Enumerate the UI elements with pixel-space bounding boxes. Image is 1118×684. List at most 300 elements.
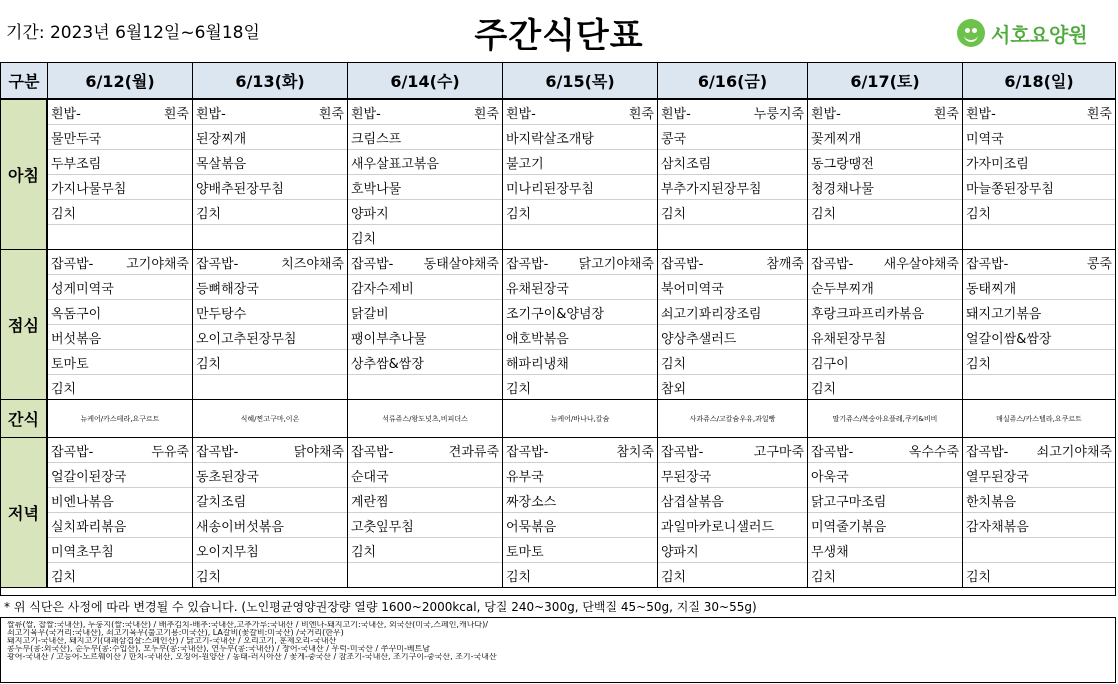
menu-item-text: 김치: [196, 356, 222, 372]
menu-item: [48, 375, 192, 400]
menu-item: [963, 175, 1115, 200]
menu-item-text: 옥돔구이: [51, 306, 102, 322]
menu-item: [503, 375, 657, 400]
menu-item: [348, 538, 502, 563]
menu-item: [193, 325, 347, 350]
menu-item-text: 잡곡밥-: [506, 256, 549, 272]
menu-item: [808, 275, 962, 300]
menu-item: [963, 225, 1115, 250]
menu-item-text: 김치: [661, 206, 687, 222]
menu-item-text: 목살볶음: [196, 156, 247, 172]
menu-item-text: 팽이부추나물: [351, 331, 427, 347]
menu-item-text: 잡곡밥-: [51, 444, 94, 460]
menu-item-text: 청경채나물: [811, 181, 874, 197]
menu-item: [503, 100, 657, 125]
notice-text: * 위 식단은 사정에 따라 변경될 수 있습니다. (노인평균영양권장량 열량 1600~2000kcal, 당질 240~300g, 단백질 45~50g, 지질 30~55g): [4, 600, 757, 614]
menu-item-text: 실치꽈리볶음: [51, 519, 127, 535]
menu-item: [348, 175, 502, 200]
menu-item: [348, 488, 502, 513]
menu-item-text: 김치: [51, 206, 77, 222]
menu-item: [503, 513, 657, 538]
menu-item: [808, 438, 962, 463]
menu-item: [348, 350, 502, 375]
menu-item-text: 잡곡밥-: [196, 256, 239, 272]
menu-item: [658, 200, 807, 225]
menu-column: [348, 438, 503, 588]
menu-item: [193, 375, 347, 400]
porridge-text: 치즈야채죽: [281, 256, 344, 272]
porridge-text: 두유죽: [151, 444, 189, 460]
menu-item-text: 참외: [661, 381, 687, 397]
menu-item-text: 동초된장국: [196, 469, 259, 485]
menu-item-text: 흰밥-: [661, 106, 691, 122]
menu-item-text: 오이지무침: [196, 544, 259, 560]
menu-column: [503, 100, 658, 250]
menu-item: [193, 538, 347, 563]
menu-item-text: 양파지: [351, 206, 389, 222]
porridge-text: 동태살야채죽: [423, 256, 499, 272]
menu-item: [963, 350, 1115, 375]
menu-item-text: 김치: [51, 381, 77, 397]
menu-item: [503, 488, 657, 513]
menu-item: [48, 100, 192, 125]
menu-column: [503, 438, 658, 588]
menu-item: [963, 325, 1115, 350]
menu-item: [808, 250, 962, 275]
menu-item: [48, 175, 192, 200]
menu-item-text: 삼겹살볶음: [661, 494, 724, 510]
menu-item-text: 미역국: [966, 131, 1004, 147]
menu-item: [48, 463, 192, 488]
menu-item: [808, 350, 962, 375]
porridge-text: 견과류죽: [448, 444, 499, 460]
meal-label-dinner: 저녁: [1, 438, 48, 588]
menu-item: [193, 513, 347, 538]
menu-item-text: 열무된장국: [966, 469, 1029, 485]
porridge-text: 닭고기야채죽: [578, 256, 654, 272]
menu-item-text: 새우살표고볶음: [351, 156, 439, 172]
menu-item-text: 김치: [351, 544, 377, 560]
menu-item-text: 유채된장국: [506, 281, 569, 297]
menu-item-text: 양배추된장무침: [196, 181, 284, 197]
menu-column: [963, 250, 1116, 400]
menu-item: [503, 563, 657, 588]
menu-column: [193, 438, 348, 588]
logo-text: 서호요양원: [991, 22, 1088, 47]
porridge-text: 흰죽: [933, 106, 959, 122]
snack-cell: 식혜/찐고구마,이온: [193, 400, 348, 438]
menu-item-text: 고춧잎무침: [351, 519, 414, 535]
menu-item-text: 흰밥-: [506, 106, 536, 122]
menu-item: [193, 125, 347, 150]
day-header: 6/14(수): [348, 63, 503, 100]
menu-item-text: 가자미조림: [966, 156, 1029, 172]
menu-item: [348, 325, 502, 350]
porridge-text: 흰죽: [318, 106, 344, 122]
menu-item-text: 잡곡밥-: [966, 256, 1009, 272]
menu-item-text: 어묵볶음: [506, 519, 557, 535]
menu-column: [658, 100, 808, 250]
menu-item: [808, 538, 962, 563]
menu-item-text: 된장찌개: [196, 131, 247, 147]
menu-item-text: 김구이: [811, 356, 849, 372]
porridge-text: 콩죽: [1086, 256, 1112, 272]
menu-item: [658, 488, 807, 513]
menu-item: [963, 463, 1115, 488]
porridge-text: 참치죽: [616, 444, 654, 460]
menu-item: [658, 513, 807, 538]
menu-item: [503, 175, 657, 200]
menu-item-text: 김치: [966, 569, 992, 585]
menu-item: [48, 275, 192, 300]
snack-cell: 사과쥬스/고칼슘우유,과일빵: [658, 400, 808, 438]
menu-item-text: 계란찜: [351, 494, 389, 510]
menu-item-text: 후랑크파프리카볶음: [811, 306, 925, 322]
porridge-text: 닭야채죽: [293, 444, 344, 460]
day-header: 6/12(월): [48, 63, 193, 100]
menu-item: [348, 563, 502, 588]
menu-column: [503, 250, 658, 400]
menu-column: [963, 100, 1116, 250]
porridge-text: 흰죽: [473, 106, 499, 122]
menu-item: [503, 325, 657, 350]
menu-item-text: 김치: [351, 231, 377, 247]
menu-item-text: 잡곡밥-: [506, 444, 549, 460]
menu-item: [348, 438, 502, 463]
menu-item: [193, 300, 347, 325]
menu-item: [658, 125, 807, 150]
menu-item-text: 조기구이&양념장: [506, 306, 605, 322]
menu-item-text: 동그랑땡전: [811, 156, 874, 172]
porridge-text: 누룽지죽: [753, 106, 804, 122]
snack-cell: 뉴케어/바나나,칼슘: [503, 400, 658, 438]
porridge-text: 흰죽: [163, 106, 189, 122]
menu-item-text: 순대국: [351, 469, 389, 485]
menu-item: [963, 488, 1115, 513]
menu-column: [658, 438, 808, 588]
menu-item: [963, 100, 1115, 125]
menu-item-text: 김치: [661, 356, 687, 372]
menu-item: [658, 275, 807, 300]
menu-item-text: 북어미역국: [661, 281, 724, 297]
menu-column: [193, 250, 348, 400]
menu-item-text: 짜장소스: [506, 494, 557, 510]
menu-item: [193, 200, 347, 225]
weekly-menu-table: [0, 62, 1116, 596]
menu-item-text: 미역줄기볶음: [811, 519, 887, 535]
meal-label-breakfast: 아침: [1, 100, 48, 250]
day-header: 6/16(금): [658, 63, 808, 100]
logo: [957, 18, 1088, 48]
menu-item: [963, 250, 1115, 275]
menu-item-text: 잡곡밥-: [661, 444, 704, 460]
menu-item: [658, 463, 807, 488]
porridge-text: 흰죽: [1086, 106, 1112, 122]
menu-item: [808, 375, 962, 400]
day-header: 6/13(화): [193, 63, 348, 100]
menu-item-text: 흰밥-: [196, 106, 226, 122]
menu-item-text: 쇠고기꽈리장조림: [661, 306, 762, 322]
menu-item-text: 잡곡밥-: [966, 444, 1009, 460]
menu-item: [348, 275, 502, 300]
menu-item-text: 흰밥-: [811, 106, 841, 122]
menu-item-text: 해파리냉채: [506, 356, 569, 372]
menu-item: [193, 350, 347, 375]
menu-item: [658, 225, 807, 250]
menu-item-text: 유채된장무침: [811, 331, 887, 347]
menu-item-text: 김치: [506, 381, 532, 397]
origin-line: 콩두부(콩:외국산), 순두부(콩:수입산), 모두부(콩:국내산), 연두부(콩:국내산) / 장어-국내산 / 우럭-미국산 / 쭈꾸미-베트남: [7, 645, 431, 653]
menu-item-text: 김치: [51, 569, 77, 585]
menu-item-text: 갈치조림: [196, 494, 247, 510]
menu-item-text: 한치볶음: [966, 494, 1017, 510]
menu-item-text: 흰밥-: [351, 106, 381, 122]
menu-item: [658, 538, 807, 563]
menu-item-text: 동태찌개: [966, 281, 1017, 297]
menu-item: [808, 563, 962, 588]
porridge-text: 고기야채죽: [126, 256, 189, 272]
menu-item-text: 김치: [196, 206, 222, 222]
menu-item-text: 김치: [811, 569, 837, 585]
menu-item-text: 아욱국: [811, 469, 849, 485]
origin-line: 쇠고기육우(국거리:국내산), 쇠고기육우(불고기용:미국산), LA갈비(꽃갈비:미국산) /국거리(한우): [7, 629, 344, 637]
menu-item: [658, 100, 807, 125]
menu-item: [503, 300, 657, 325]
menu-item: [193, 463, 347, 488]
menu-item: [348, 250, 502, 275]
menu-item-text: 얼갈이쌈&쌈장: [966, 331, 1052, 347]
menu-item: [963, 563, 1115, 588]
menu-item-text: 감자채볶음: [966, 519, 1029, 535]
menu-item: [658, 325, 807, 350]
menu-item: [808, 325, 962, 350]
menu-item: [348, 200, 502, 225]
menu-item: [963, 150, 1115, 175]
menu-item: [48, 488, 192, 513]
menu-item-text: 오이고추된장무침: [196, 331, 297, 347]
menu-item: [193, 488, 347, 513]
snack-cell: 석류쥬스/왕도넛츠,비피더스: [348, 400, 503, 438]
menu-item: [808, 125, 962, 150]
menu-item-text: 감자수제비: [351, 281, 414, 297]
menu-item-text: 흰밥-: [51, 106, 81, 122]
menu-item-text: 닭고구마조림: [811, 494, 887, 510]
menu-item-text: 성게미역국: [51, 281, 114, 297]
menu-item: [48, 125, 192, 150]
menu-item: [963, 125, 1115, 150]
menu-item-text: 만두탕수: [196, 306, 247, 322]
menu-item-text: 잡곡밥-: [196, 444, 239, 460]
menu-item: [963, 513, 1115, 538]
menu-item: [503, 463, 657, 488]
menu-period: 기간: 2023년 6월12일~6월18일: [6, 23, 260, 43]
menu-item-text: 마늘쫑된장무침: [966, 181, 1054, 197]
menu-item: [963, 538, 1115, 563]
menu-item: [503, 350, 657, 375]
menu-item: [48, 150, 192, 175]
menu-item: [503, 200, 657, 225]
snack-cell: 매실쥬스/카스텔라,요쿠르트: [963, 400, 1116, 438]
menu-item-text: 흰밥-: [966, 106, 996, 122]
menu-item-text: 애호박볶음: [506, 331, 569, 347]
menu-item: [503, 438, 657, 463]
menu-item-text: 꽃게찌개: [811, 131, 862, 147]
menu-item: [48, 350, 192, 375]
origin-info-box: [0, 617, 1116, 683]
menu-item-text: 토마토: [506, 544, 544, 560]
menu-item-text: 잡곡밥-: [811, 444, 854, 460]
menu-item-text: 물만두국: [51, 131, 102, 147]
menu-column: [963, 438, 1116, 588]
menu-item-text: 무생채: [811, 544, 849, 560]
menu-item: [48, 538, 192, 563]
menu-item-text: 잡곡밥-: [661, 256, 704, 272]
menu-item: [503, 150, 657, 175]
menu-item-text: 김치: [966, 356, 992, 372]
menu-item-text: 가지나물무침: [51, 181, 127, 197]
menu-item-text: 무된장국: [661, 469, 712, 485]
porridge-text: 새우살야채죽: [883, 256, 959, 272]
porridge-text: 흰죽: [628, 106, 654, 122]
menu-item: [193, 175, 347, 200]
menu-item: [963, 375, 1115, 400]
menu-column: [808, 250, 963, 400]
menu-item: [808, 488, 962, 513]
menu-item: [503, 275, 657, 300]
menu-item: [808, 175, 962, 200]
menu-item: [348, 225, 502, 250]
origin-line: 쌀류(쌀, 찹쌀:국내산), 누룽지(쌀:국내산) / 배추김치-배추:국내산,고추가루:국내산 / 비엔나-돼지고기:국내산, 외국산(미국,스페인,캐나다)/: [7, 621, 488, 629]
menu-item-text: 미역초무침: [51, 544, 114, 560]
menu-item-text: 상추쌈&쌈장: [351, 356, 424, 372]
menu-item: [48, 563, 192, 588]
menu-item: [808, 200, 962, 225]
porridge-text: 쇠고기야채죽: [1036, 444, 1112, 460]
menu-item: [503, 250, 657, 275]
menu-item: [658, 300, 807, 325]
menu-item-text: 부추가지된장무침: [661, 181, 762, 197]
menu-item: [348, 125, 502, 150]
menu-item: [658, 250, 807, 275]
menu-item-text: 김치: [811, 206, 837, 222]
menu-item: [48, 513, 192, 538]
menu-item-text: 등뼈해장국: [196, 281, 259, 297]
menu-item: [503, 538, 657, 563]
menu-item: [963, 275, 1115, 300]
menu-item-text: 과일마카로니샐러드: [661, 519, 775, 535]
menu-item: [808, 513, 962, 538]
menu-item-text: 잡곡밥-: [351, 256, 394, 272]
menu-item: [808, 150, 962, 175]
menu-item-text: 닭갈비: [351, 306, 389, 322]
smile-logo-icon: [957, 19, 985, 47]
origin-line: 돼지고기-국내산, 돼지고기(대패삼겹살:스페인산) / 닭고기-국내산 / 오리고기, 훈제오리-국내산: [7, 637, 337, 645]
corner-header: 구분: [1, 63, 48, 100]
menu-column: [808, 438, 963, 588]
menu-item: [193, 563, 347, 588]
menu-item-text: 김치: [506, 206, 532, 222]
menu-column: [48, 100, 193, 250]
menu-item-text: 김치: [966, 206, 992, 222]
menu-item-text: 양상추샐러드: [661, 331, 737, 347]
menu-item-text: 비엔나볶음: [51, 494, 114, 510]
menu-item: [658, 175, 807, 200]
menu-item-text: 얼갈이된장국: [51, 469, 127, 485]
menu-item-text: 바지락살조개탕: [506, 131, 594, 147]
meal-label-snack: 간식: [1, 400, 48, 438]
menu-item: [348, 375, 502, 400]
menu-item-text: 유부국: [506, 469, 544, 485]
menu-item-text: 두부조림: [51, 156, 102, 172]
menu-item: [348, 300, 502, 325]
menu-item-text: 김치: [661, 569, 687, 585]
menu-item: [193, 275, 347, 300]
menu-item: [658, 438, 807, 463]
menu-column: [808, 100, 963, 250]
menu-item-text: 크림스프: [351, 131, 402, 147]
menu-item-text: 양파지: [661, 544, 699, 560]
menu-item-text: 호박나물: [351, 181, 402, 197]
menu-column: [658, 250, 808, 400]
day-header: 6/18(일): [963, 63, 1116, 100]
menu-item: [348, 100, 502, 125]
menu-column: [193, 100, 348, 250]
menu-item: [808, 300, 962, 325]
menu-item: [963, 300, 1115, 325]
menu-item: [808, 225, 962, 250]
menu-column: [48, 250, 193, 400]
menu-column: [348, 100, 503, 250]
menu-item-text: 순두부찌개: [811, 281, 874, 297]
menu-item: [348, 513, 502, 538]
menu-column: [48, 438, 193, 588]
menu-item: [193, 225, 347, 250]
porridge-text: 고구마죽: [753, 444, 804, 460]
menu-item: [193, 438, 347, 463]
origin-line: 광어-국내산 / 고등어-노르웨이산 / 한치-국내산, 오징어-원양산 / 동태-러시아산 / 꽃게-중국산 / 참조기-국내산, 조기구이-중국산, 조기-국내산: [7, 653, 497, 661]
menu-item: [658, 350, 807, 375]
menu-item: [193, 100, 347, 125]
menu-item-text: 토마토: [51, 356, 89, 372]
menu-item: [963, 438, 1115, 463]
menu-item: [48, 325, 192, 350]
menu-item: [503, 225, 657, 250]
menu-item-text: 버섯볶음: [51, 331, 102, 347]
menu-item-text: 잡곡밥-: [51, 256, 94, 272]
menu-item-text: 김치: [196, 569, 222, 585]
menu-item: [193, 150, 347, 175]
menu-item: [503, 125, 657, 150]
porridge-text: 옥수수죽: [908, 444, 959, 460]
menu-item: [48, 200, 192, 225]
menu-item: [48, 438, 192, 463]
porridge-text: 참깨죽: [766, 256, 804, 272]
page-title: 주간식단표: [474, 16, 644, 56]
menu-item-text: 잡곡밥-: [351, 444, 394, 460]
day-header: 6/17(토): [808, 63, 963, 100]
menu-item: [48, 225, 192, 250]
menu-item: [348, 150, 502, 175]
page-header: [0, 0, 1118, 62]
menu-item-text: 미나리된장무침: [506, 181, 594, 197]
menu-item: [658, 150, 807, 175]
snack-cell: 뉴케어/카스테라,요구르트: [48, 400, 193, 438]
menu-item-text: 삼치조림: [661, 156, 712, 172]
menu-item: [348, 463, 502, 488]
menu-item: [658, 563, 807, 588]
menu-item-text: 잡곡밥-: [811, 256, 854, 272]
menu-item: [808, 463, 962, 488]
